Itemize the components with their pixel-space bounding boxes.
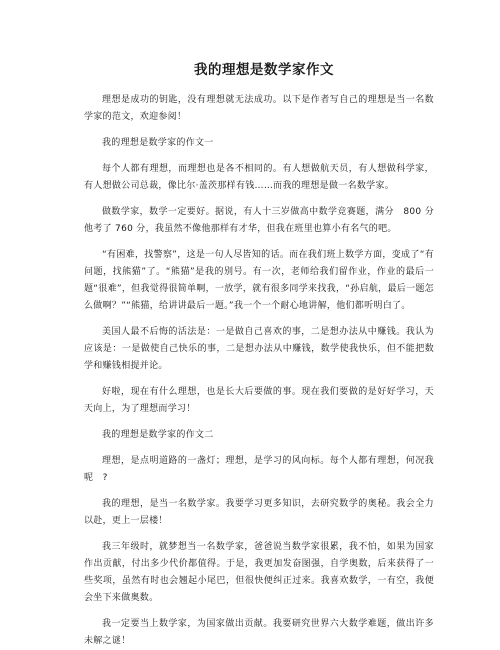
document-title: 我的理想是数学家作文	[194, 62, 334, 78]
body-paragraph: 做数学家，数学一定要好。据说，有人十三岁做高中数学竞赛题，满分 800 分他考了 760 分，我虽然不像他那样有才华，但我在班里也算小有名气的吧。	[84, 207, 434, 234]
body-paragraph: 每个人都有理想，而理想也是各不相同的。有人想做航天员，有人想做科学家，有人想做公司总裁，像比尔·盖茨那样有钱……而我的理想是做一名数学家。	[84, 164, 434, 191]
body-paragraph: 理想是成功的钥匙，没有理想就无法成功。以下是作者写自己的理想是当一名数学家的范文，欢迎参阅！	[84, 95, 434, 122]
body-paragraph: 我的理想，是当一名数学家。我要学习更多知识，去研究数学的奥秘。我会全力以赴，更上一层楼！	[84, 499, 434, 526]
body-paragraph: 好啦，现在有什么理想，也是长大后要做的事。现在我们要做的是好好学习，天天向上，为了理想而学习！	[84, 387, 434, 414]
body-paragraph: 美国人最不后悔的活法是：一是做自己喜欢的事，二是想办法从中赚钱。我认为应该是：一是做使自己快乐的事，二是想办法从中赚钱，数学使我快乐，但不能把数学和赚钱相提并论。	[84, 327, 434, 371]
body-paragraph: “有困难，找警察”，这是一句人尽皆知的话。而在我们班上数学方面，变成了“有问题，找熊猫”了。“熊猫”是我的别号。有一次，老师给我们留作业，作业的最后一题“很难”，但我觉得很简单啊，一放学，就有很多同学来找我，“孙启航，最后一题怎么做啊？”“熊猫，给讲讲最后一题。”我一个一个耐心地讲解，他们都听明白了。	[84, 250, 434, 311]
section-heading: 我的理想是数学家的作文一	[102, 138, 214, 148]
section-heading: 我的理想是数学家的作文二	[102, 430, 214, 440]
document-body	[84, 92, 434, 650]
body-paragraph: 我三年级时，就梦想当一名数学家，爸爸说当数学家很累，我不怕，如果为国家作出贡献，付出多少代价都值得。于是，我更加发奋图强，自学奥数，后来获得了一些奖项，虽然有时也会翘起小尾巴，但很快便纠正过来。我喜欢数学，一有空，我便会坐下来做奥数。	[84, 542, 434, 603]
body-paragraph: 理想，是点明道路的一盏灯；理想，是学习的风向标。每个人都有理想，何况我呢 ?	[84, 456, 434, 483]
body-paragraph: 我一定要当上数学家，为国家做出贡献。我要研究世界六大数学难题，做出许多未解之谜！	[84, 619, 434, 646]
